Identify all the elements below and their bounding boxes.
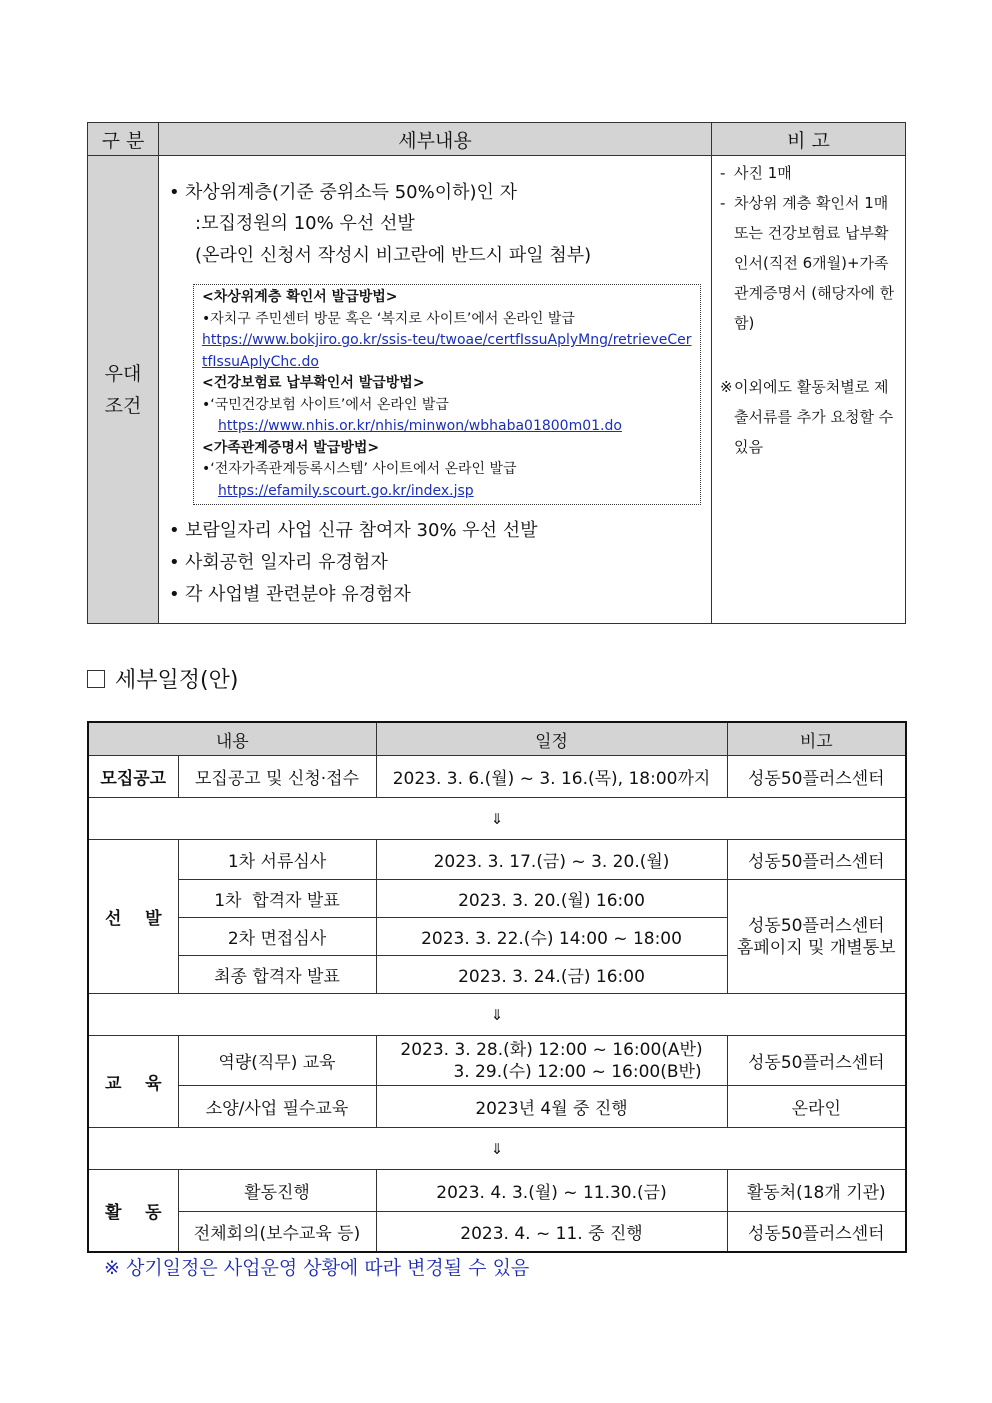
bullet-field-experience: • 각 사업별 관련분야 유경험자 [159, 579, 711, 611]
eligibility-table [87, 122, 906, 624]
date-activity-progress: 2023. 4. 3.(월) ~ 11.30.(금) [376, 1170, 727, 1212]
note-selection-merged [727, 880, 906, 994]
date-competency-class-a: 2023. 3. 28.(화) 12:00 ~ 16:00(A반) [400, 1039, 703, 1060]
note-competency-training: 성동50플러스센터 [727, 1036, 906, 1086]
link-efamily[interactable]: https://efamily.scourt.go.kr/index.jsp [218, 482, 474, 499]
item-mandatory-training: 소양/사업 필수교육 [178, 1086, 376, 1128]
remark-photo [712, 158, 899, 188]
row-label-preference [88, 156, 159, 624]
item-interview: 2차 면접심사 [178, 918, 376, 956]
header-details: 세부내용 [159, 123, 712, 156]
bullet-low-income: • 차상위계층(기준 중위소득 50%이하)인 자 [159, 178, 711, 208]
bullet-social-job-experience: • 사회공헌 일자리 유경험자 [159, 547, 711, 579]
remark-photo-mark: - [720, 164, 726, 182]
arrow-down-icon: ⇓ [88, 994, 906, 1036]
info-text-health-insurance: •‘국민건강보험 사이트’에서 온라인 발급 [202, 396, 449, 413]
table-row [88, 880, 906, 918]
info-heading-health-insurance: <건강보험료 납부확인서 발급방법> [202, 375, 425, 391]
date-competency-class-b: 3. 29.(수) 12:00 ~ 16:00(B반) [453, 1061, 702, 1082]
header-category: 구 분 [88, 123, 159, 156]
note-mandatory-training: 온라인 [727, 1086, 906, 1128]
remark-additional-mark: ※ [720, 378, 733, 396]
table-row [88, 1036, 906, 1086]
bullet-low-income-quota: :모집정원의 10% 우선 선발 [195, 213, 415, 234]
note-selection-line2: 홈페이지 및 개별통보 [736, 937, 896, 958]
date-mandatory-training: 2023년 4월 중 진행 [376, 1086, 727, 1128]
table-row [88, 1086, 906, 1128]
note-general-meeting: 성동50플러스센터 [727, 1212, 906, 1252]
checkbox-square-icon [87, 670, 105, 688]
group-activity: 활 동 [88, 1170, 178, 1252]
header-remarks: 비 고 [712, 123, 906, 156]
info-heading-low-income: <차상위계층 확인서 발급방법> [202, 289, 398, 305]
group-education: 교 육 [88, 1036, 178, 1128]
group-recruit: 모집공고 [88, 756, 178, 798]
info-text-family-relation: •‘전자가족관계등록시스템’ 사이트에서 온라인 발급 [202, 461, 517, 477]
remark-certificate-text: 차상위 계층 확인서 1매 또는 건강보험료 납부확인서(직전 6개월)+가족관계증명서 (해당자에 한함) [734, 194, 895, 332]
item-general-meeting: 전체회의(보수교육 등) [178, 1212, 376, 1252]
remark-certificate [712, 188, 899, 338]
header-remarks2: 비고 [727, 722, 906, 756]
remark-additional-text: 이외에도 활동처별로 제출서류를 추가 요청할 수 있음 [734, 378, 894, 456]
remark-additional [712, 372, 899, 462]
note-recruit: 성동50플러스센터 [727, 756, 906, 798]
date-document-review: 2023. 3. 17.(금) ~ 3. 20.(월) [376, 840, 727, 880]
table-row [88, 1170, 906, 1212]
required-documents-remarks [712, 156, 906, 624]
item-final-announce: 최종 합격자 발표 [178, 956, 376, 994]
bullet-low-income-attach-note: (온라인 신청서 작성시 비고란에 반드시 파일 첨부) [195, 245, 592, 266]
schedule-change-footnote: ※ 상기일정은 사업운영 상황에 따라 변경될 수 있음 [104, 1257, 530, 1279]
note-selection-line1: 성동50플러스센터 [747, 915, 885, 936]
date-general-meeting: 2023. 4. ~ 11. 중 진행 [376, 1212, 727, 1252]
date-recruit: 2023. 3. 6.(월) ~ 3. 16.(목), 18:00까지 [376, 756, 727, 798]
table-row [88, 756, 906, 798]
group-selection: 선 발 [88, 840, 178, 994]
note-activity-progress: 활동처(18개 기관) [727, 1170, 906, 1212]
remark-certificate-mark: - [720, 194, 726, 212]
section-title: 세부일정(안) [115, 668, 239, 693]
arrow-down-icon: ⇓ [88, 1128, 906, 1170]
item-document-review: 1차 서류심사 [178, 840, 376, 880]
item-activity-progress: 활동진행 [178, 1170, 376, 1212]
date-competency-training [376, 1036, 727, 1086]
link-nhis[interactable]: https://www.nhis.or.kr/nhis/minwon/wbhaba01800m01.do [218, 418, 622, 434]
info-heading-family-relation: <가족관계증명서 발급방법> [202, 439, 380, 456]
remark-photo-text: 사진 1매 [734, 164, 792, 182]
info-text-low-income: •자치구 주민센터 방문 혹은 ‘복지로 사이트’에서 온라인 발급 [202, 310, 575, 327]
table-row [88, 1212, 906, 1252]
schedule-table [87, 721, 907, 1253]
certificate-info-box [193, 284, 701, 505]
table-row [88, 840, 906, 880]
section-heading-schedule [87, 664, 238, 698]
row-label-text: 우대 조건 [104, 362, 142, 417]
note-document-review: 성동50플러스센터 [727, 840, 906, 880]
item-recruit: 모집공고 및 신청·접수 [178, 756, 376, 798]
date-first-pass-announce: 2023. 3. 20.(월) 16:00 [376, 880, 727, 918]
header-schedule: 일정 [376, 722, 727, 756]
item-first-pass-announce: 1차 합격자 발표 [178, 880, 376, 918]
date-final-announce: 2023. 3. 24.(금) 16:00 [376, 956, 727, 994]
arrow-down-icon: ⇓ [88, 798, 906, 840]
bullet-new-participant: • 보람일자리 사업 신규 참여자 30% 우선 선발 [159, 515, 711, 547]
item-competency-training: 역량(직무) 교육 [178, 1036, 376, 1086]
date-interview: 2023. 3. 22.(수) 14:00 ~ 18:00 [376, 918, 727, 956]
header-content: 내용 [88, 722, 376, 756]
preference-details [159, 156, 712, 624]
link-bokjiro[interactable]: https://www.bokjiro.go.kr/ssis-teu/twoae/certfIssuAplyMng/retrieveCertfIssuAplyChc.do [202, 332, 692, 370]
